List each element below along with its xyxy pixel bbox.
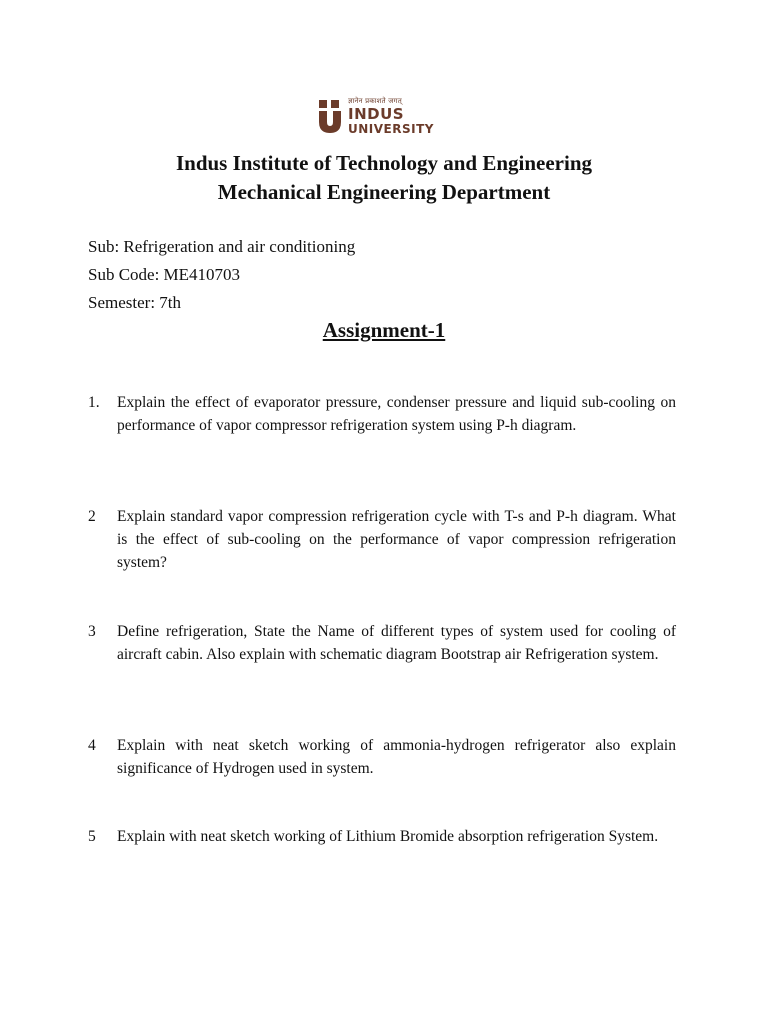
- question-number: 3: [88, 623, 96, 640]
- logo-wordmark: [348, 98, 434, 135]
- question-number: 4: [88, 737, 96, 754]
- question-text: Define refrigeration, State the Name of different types of system used for cooling of aircraft cabin. Also explain with schematic diagram Bootstrap air Refrigeration system.: [117, 623, 676, 663]
- semester-line: Semester: 7th: [88, 293, 182, 312]
- question-text: Explain with neat sketch working of Lithium Bromide absorption refrigeration System.: [117, 828, 659, 845]
- university-logo: [318, 94, 450, 138]
- department-title: Mechanical Engineering Department: [217, 180, 551, 204]
- logo-name: INDUS: [348, 104, 405, 123]
- question-text: Explain the effect of evaporator pressure, condenser pressure and liquid sub-cooling on performance of vapor compressor refrigeration system using P-h diagram.: [117, 394, 676, 434]
- assignment-title: Assignment-1: [322, 318, 446, 342]
- question-text: Explain standard vapor compression refrigeration cycle with T-s and P-h diagram. What is the effect of sub-cooling on the performance of vapor compression refrigeration system?: [117, 508, 676, 571]
- question-number: 5: [88, 828, 96, 845]
- question-number: 1.: [88, 394, 100, 411]
- subject-code-line: Sub Code: ME410703: [88, 265, 241, 284]
- institute-title: Indus Institute of Technology and Engineering: [175, 151, 593, 175]
- logo-tagline: ज्ञानेन प्रकाशते जगत्: [348, 96, 402, 105]
- university-emblem-icon: [318, 98, 342, 134]
- question-text: Explain with neat sketch working of ammonia-hydrogen refrigerator also explain significance of Hydrogen used in system.: [117, 737, 676, 777]
- question-number: 2: [88, 508, 96, 525]
- subject-line: Sub: Refrigeration and air conditioning: [88, 237, 356, 256]
- logo-subname: UNIVERSITY: [348, 121, 434, 136]
